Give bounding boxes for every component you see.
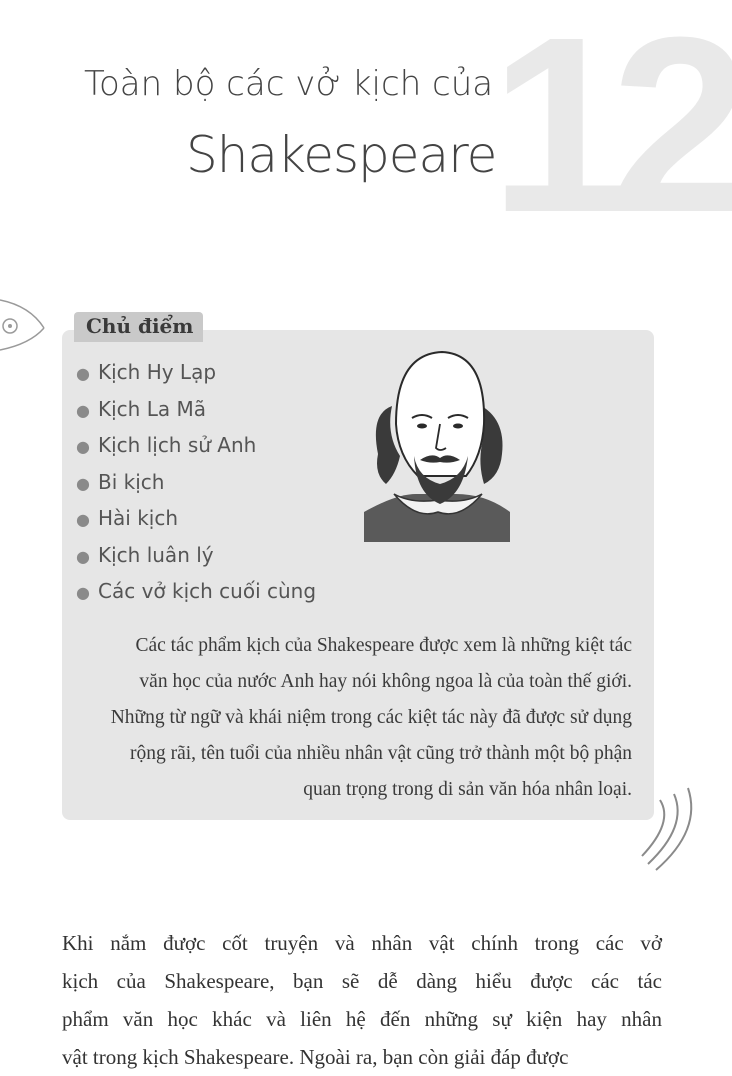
body-line: kịch của Shakespeare, bạn sẽ dễ dàng hiểu được các tác	[62, 969, 662, 993]
body-line: Khi nắm được cốt truyện và nhân vật chính trong các vở	[62, 931, 662, 955]
sound-waves-icon	[630, 782, 704, 874]
body-line: phẩm văn học khác và liên hệ đến những sự kiện hay nhân	[62, 1007, 662, 1031]
shakespeare-portrait	[356, 344, 516, 548]
intro-paragraph	[84, 628, 632, 808]
intro-line: văn học của nước Anh hay nói không ngoa là của toàn thế giới.	[139, 671, 632, 692]
eye-icon	[0, 292, 52, 352]
chapter-title-line1: Toàn bộ các vở kịch của	[84, 64, 494, 104]
bullet-icon: ●	[76, 364, 90, 383]
list-item: ● Bi kịch	[76, 464, 316, 501]
intro-line: Những từ ngữ và khái niệm trong các kiệt tác này đã được sử dụng	[110, 707, 632, 728]
intro-line: quan trọng trong di sản văn hóa nhân loại.	[303, 779, 632, 800]
chapter-number: 12	[490, 0, 732, 264]
intro-line: rộng rãi, tên tuổi của nhiều nhân vật cũng trở thành một bộ phận	[129, 743, 632, 764]
bullet-icon: ●	[76, 473, 90, 493]
bullet-icon: ●	[76, 437, 90, 456]
list-item: ● Kịch La Mã	[76, 391, 316, 428]
list-item: ● Kịch luân lý	[76, 537, 316, 574]
bullet-icon: ●	[76, 546, 90, 566]
list-item: ● Kịch Hy Lạp	[76, 354, 316, 391]
intro-line: Các tác phẩm kịch của Shakespeare được xem là những kiệt tác	[135, 635, 632, 656]
topics-list	[76, 354, 316, 610]
bullet-icon: ●	[76, 510, 90, 529]
bullet-icon: ●	[76, 583, 90, 602]
chapter-title-line2: Shakespeare	[186, 126, 497, 184]
list-item: ● Kịch lịch sử Anh	[76, 427, 316, 464]
list-item: ● Hài kịch	[76, 500, 316, 537]
topics-label: Chủ điểm	[74, 312, 203, 342]
list-item: ● Các vở kịch cuối cùng	[76, 573, 316, 610]
body-line: vật trong kịch Shakespeare. Ngoài ra, bạn còn giải đáp được	[62, 1045, 569, 1069]
bullet-icon: ●	[76, 400, 90, 420]
body-paragraph	[62, 924, 662, 1076]
